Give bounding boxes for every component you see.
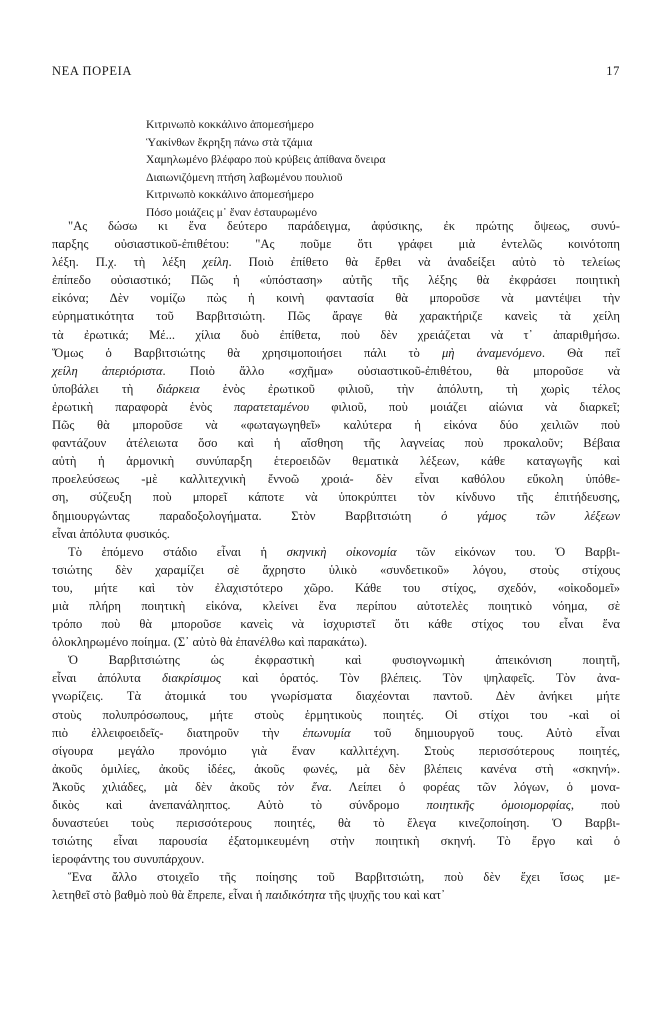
text-run: σίγουρα μεγάλο προνόμιο γιὰ ἕναν καλλιτέχνη. Στοὺς περισσότερους ποιητές, (52, 743, 620, 758)
article-body (52, 217, 620, 905)
text-line (52, 307, 620, 325)
text-line (52, 796, 620, 814)
poem-line: Χαμηλωμένο βλέφαρο ποὺ κρύβεις ἀπίθανα ὄνειρα (146, 153, 386, 167)
text-run: εἶναι ἀπόλυτα (52, 671, 162, 686)
paragraph (52, 543, 620, 652)
text-line (52, 380, 620, 398)
text-line (52, 832, 620, 850)
text-run: ἐπίπεδο οὐσιαστικό; Πῶς ἡ «ὑπόσταση» αὐτῆς τῆς λέξης θὰ ἐκφράσει ποιητικὴ (52, 273, 620, 288)
emphasis-text: ποιητικῆς ὁμοιομορφίας (426, 798, 571, 812)
paragraph (52, 868, 620, 904)
text-run: γνωρίζεις. Τὰ ἀτομικά του γνωρίσματα διαχέονται παντοῦ. Δὲν ἀνήκει μήτε (52, 689, 620, 704)
text-run: Ὅμως ὁ Βαρβιτσιώτης θὰ χρησιμοποιήσει πάλι τὸ (52, 345, 442, 360)
text-run: τσιώτης εἶναι παρουσία ἐξατομικευμένη στὴν ποιητικὴ σκηνή. Τὸ ἔργο καὶ ὁ (52, 834, 620, 849)
text-run: εἶναι ἀπόλυτα φυσικός. (52, 526, 170, 541)
emphasis-text: παιδικότητα (265, 888, 326, 903)
text-run: Ἕνα ἄλλο στοιχεῖο τῆς ποίησης τοῦ Βαρβιτσιώτη, ποὺ δὲν ἔχει ἴσως με- (68, 870, 620, 885)
text-line (52, 760, 620, 778)
text-run: δημιουργώντας παραδοξολογήματα. Στὸν Βαρβιτσιώτη (52, 508, 442, 523)
text-line (52, 525, 620, 543)
poem-line: Κιτρινωπὸ κοκκάλινο ἀπομεσήμερο (146, 188, 314, 202)
text-line (52, 452, 620, 470)
text-run: Ὁ Βαρβιτσιώτης ὡς ἐκφραστικὴ καὶ φυσιογνωμικὴ ἀπεικόνιση ποιητῆ, (68, 653, 620, 668)
text-run: , ποὺ (570, 798, 620, 812)
text-run: φαντάζουν ἀτέλειωτα ὅσο καὶ ἡ αἴσθηση τῆς λαγνείας ποὺ προκαλοῦν; Βέβαια (52, 436, 620, 451)
text-run: στοὺς πολυπρόσωπους, μήτε στοὺς ἑρμητικοὺς ποιητές. Οἱ στίχοι του -καὶ οἱ (52, 707, 620, 722)
text-line (52, 868, 620, 886)
text-line (52, 362, 620, 380)
text-line (52, 217, 620, 235)
page-number: 17 (606, 64, 620, 78)
text-run: εὑρηματικότητα τοῦ Βαρβιτσιώτη. Πῶς ἄραγε θὰ χαρακτήριζε κανεὶς τὰ χείλη (52, 309, 620, 324)
text-line (52, 669, 620, 687)
text-line (52, 398, 620, 416)
text-run: ἑνὸς ἐρωτικοῦ φιλιοῦ, τὴν ἀπόλυτη, τὴ χωρὶς τέλος (199, 381, 620, 396)
text-run: . Λείπει ὁ φορέας τῶν λόγων, ὁ μονα- (328, 779, 620, 794)
text-run: ὑποβάλει τὴ (52, 381, 157, 396)
emphasis-text: τὸν ἕνα (277, 779, 329, 794)
text-line (52, 633, 620, 651)
text-line (52, 470, 620, 488)
text-line (52, 434, 620, 452)
emphasis-text: διακρίσιμος (162, 671, 221, 686)
text-line (52, 651, 620, 669)
text-line (52, 597, 620, 615)
emphasis-text: χείλη (202, 255, 229, 270)
text-run: προελεύσεως -μὲ καλλιτεχνικὴ ἔννοῶ χροιά- δὲν εἶναι καθόλου εὔκολη ὑπόθε- (52, 472, 620, 487)
text-run: . Ποιὸ ἄλλο «σχῆμα» οὐσιαστικοῦ-ἐπιθέτου, θὰ μποροῦσε νὰ (162, 363, 620, 378)
paragraph (52, 217, 620, 543)
text-run: παρξης οὐσιαστικοῦ-ἐπιθέτου: "Ας ποῦμε ὅτι γράφει μιὰ ἐντελῶς κοινότοπη (52, 237, 620, 252)
text-line (52, 344, 620, 362)
text-run: μιὰ πλήρη ποιητικὴ εἰκόνα, κλείνει ἕνα περίπου αὐτοτελὲς ποιητικὸ νόημα, σὲ (52, 598, 620, 613)
text-line (52, 706, 620, 724)
text-run: εἰκόνα; Δὲν νομίζω πὼς ἡ κοινὴ φαντασία θὰ μποροῦσε νὰ μαντέψει τὴν (52, 291, 620, 306)
emphasis-text: ὁ γάμος τῶν λέξεων (441, 508, 620, 523)
text-line (52, 326, 620, 344)
text-line (52, 561, 620, 579)
text-run: λέξη. Π.χ. τὴ λέξη (52, 255, 203, 270)
poem-quotation (146, 116, 385, 222)
emphasis-text: μὴ ἀναμενόμενο (441, 345, 542, 360)
text-line (52, 543, 620, 561)
text-run: φιλιοῦ, ποὺ μοιάζει αἰώνια νὰ διαρκεῖ; (309, 399, 620, 414)
poem-line: Πόσο μοιάζεις μ᾽ ἕναν ἐσταυρωμένο (146, 205, 318, 219)
text-run: τσιώτης δὲν χαραμίζει σὲ ἄχρηστο ὑλικὸ «συνδετικοῦ» λόγου, στοὺς στίχους (52, 562, 620, 577)
text-run: τῆς ψυχῆς του καὶ κατ᾽ (325, 888, 446, 903)
text-line (52, 488, 620, 506)
text-line (52, 615, 620, 633)
text-run: Πῶς θὰ μποροῦσε νὰ «φωταγωγηθεῖ» καλύτερα ἡ εἰκόνα δύο χειλιῶν ποὺ (52, 418, 620, 433)
text-line (52, 235, 620, 253)
text-line (52, 850, 620, 868)
poem-line: Κιτρινωπὸ κοκκάλινο ἀπομεσήμερο (146, 118, 314, 131)
page-header (52, 64, 620, 80)
text-run: "Ας δώσω κι ἕνα δεύτερο παράδειγμα, ἀφύσικης, ἐκ πρώτης ὄψεως, συνύ- (68, 219, 620, 233)
text-run: Τὸ ἑπόμενο στάδιο εἶναι ἡ (68, 544, 287, 559)
paragraph (52, 651, 620, 868)
text-line (52, 886, 620, 904)
text-line (52, 507, 620, 525)
emphasis-text: σκηνικὴ οἰκονομία (286, 544, 397, 559)
text-line (52, 416, 620, 434)
text-run: λετηθεῖ στὸ βαθμὸ ποὺ θὰ ἔπρεπε, εἶναι ἡ (52, 888, 266, 903)
emphasis-text: ἐπωνυμία (302, 725, 351, 740)
emphasis-text: διάρκεια (156, 381, 200, 396)
text-run: ὁλοκληρωμένο ποίημα. (Σ᾽ αὐτὸ θὰ ἐπανέλθω καὶ παρακάτω). (52, 635, 368, 650)
text-run: πιὸ ἐλλειφοειδεῖς- διατηροῦν τὴν (52, 725, 303, 740)
text-run: αὐτὴ ἡ ἁρμονικὴ συνύπαρξη ἑτεροειδῶν θεματικὰ λέξεων, κάθε καταγωγῆς καὶ (52, 454, 620, 469)
emphasis-text: χείλη ἀπεριόριστα (52, 363, 163, 378)
text-line (52, 724, 620, 742)
text-run: τρόπο ποὺ θὰ μποροῦσε κανεὶς νὰ ἰσχυριστεῖ ὅτι κάθε στίχος του εἶναι ἕνα (52, 617, 620, 632)
text-line (52, 814, 620, 832)
text-run: . Θὰ πεῖ (541, 345, 620, 360)
text-line (52, 271, 620, 289)
text-run: ἀκοῦς ὁμιλίες, ἀκοῦς ἰδέες, ἀκοῦς φωνές, μὰ δὲν βλέπεις κανένα στὴ «σκηνή». (52, 761, 620, 776)
text-run: ἱεροφάντης του συνυπάρχουν. (52, 852, 205, 867)
text-line (52, 289, 620, 307)
text-run: τοῦ δημιουργοῦ τους. Αὐτὸ εἶναι (350, 725, 620, 740)
text-line (52, 778, 620, 796)
text-run: . Ποιὸ ἐπίθετο θὰ ἔρθει νὰ ἀναδείξει αὐτὸ τὸ τελείως (228, 255, 621, 270)
emphasis-text: παρατεταμένου (234, 399, 310, 414)
text-line (52, 579, 620, 597)
poem-line: Ὑακίνθων ἔκρηξη πάνω στὰ τζάμια (146, 135, 313, 149)
text-run: του, μήτε καὶ τὸν ἐλαχιστότερο χῶρο. Κάθε του στίχος, σχεδόν, «οἰκοδομεῖ» (52, 580, 620, 595)
text-run: ἐρωτικὴ παραφορὰ ἑνὸς (52, 399, 234, 414)
text-run: δυναστεύει τοὺς περισσότερους ποιητές, θὰ τὸ ἔλεγα κινεζοποίηση. Ὁ Βαρβι- (52, 816, 620, 831)
text-run: ση, σύζευξη ποὺ μπορεῖ κάποτε νὰ ὑποκρύπτει τὸν κίνδυνο τῆς ἐπιτήδευσης, (52, 490, 620, 505)
text-line (52, 687, 620, 705)
text-run: Ἀκοῦς χιλιάδες, μὰ δὲν ἀκοῦς (52, 779, 278, 794)
text-run: τῶν εἰκόνων του. Ὁ Βαρβι- (396, 544, 620, 559)
text-line (52, 742, 620, 760)
text-line (52, 253, 620, 271)
running-head-journal-title: ΝΕΑ ΠΟΡΕΙΑ (52, 64, 132, 78)
text-run: καὶ ὁρατός. Τὸν βλέπεις. Τὸν ψηλαφεῖς. Τὸν ἀνα- (221, 671, 620, 686)
text-run: δικὸς καὶ ἀνεπανάληπτος. Αὐτὸ τὸ σύνδρομο (52, 798, 427, 812)
poem-line: Διαιωνιζόμενη πτήση λαβωμένου πουλιοῦ (146, 170, 343, 184)
text-run: τὰ ἐρωτικά; Μέ... χίλια δυὸ ἐπίθετα, ποὺ δὲν χρειάζεται νὰ τ᾽ ἀπαριθμήσω. (52, 327, 620, 342)
